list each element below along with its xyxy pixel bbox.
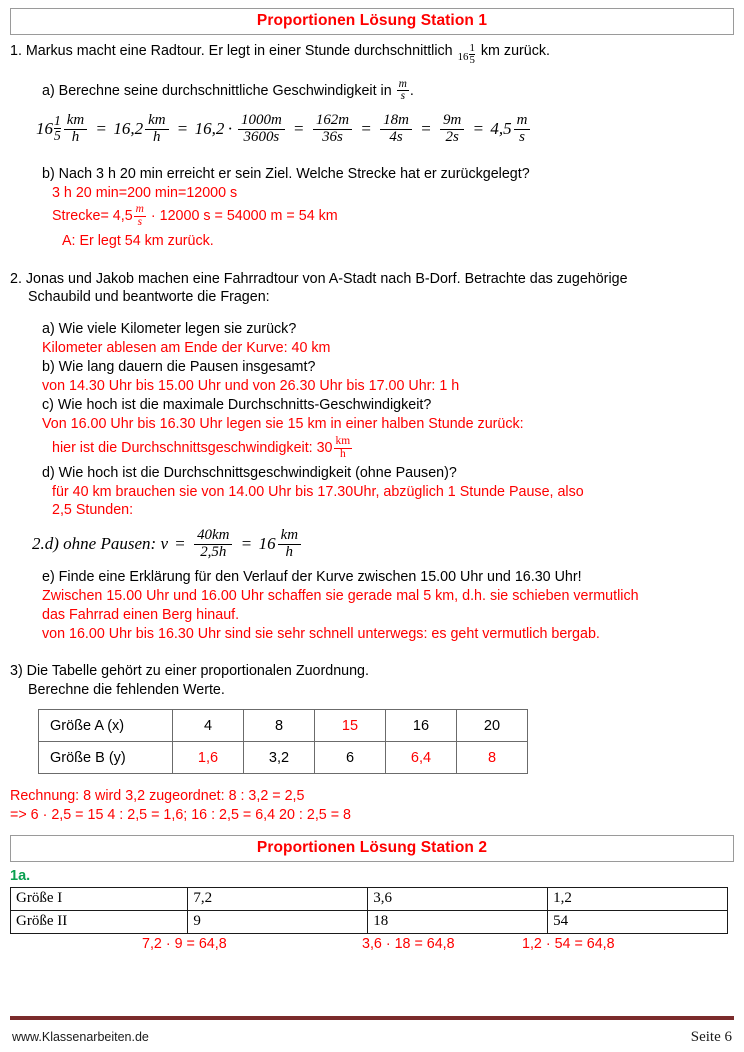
task-3-intro-line-1: 3) Die Tabelle gehört zu einer proportionalen Zuordnung. (10, 663, 369, 680)
eq-2d-den: 2,5h (194, 544, 232, 561)
task-1a-label-pre: a) Berechne seine durchschnittliche Geschwindigkeit in (42, 82, 392, 99)
eq-2d-unit-num: km (280, 527, 298, 544)
eq-operator-4: = (361, 118, 371, 138)
eq-unit-num-7: m (516, 111, 528, 128)
eq-unit-den-2: h (145, 129, 168, 146)
eq-operator-2: = (177, 118, 188, 138)
task-3-intro-line-2: Berechne die fehlenden Werte. (28, 682, 225, 699)
cell-i-2[interactable]: 1,2 (548, 887, 728, 910)
table-row (11, 887, 728, 910)
task-1b-answer-line-1: 3 h 20 min=200 min=12000 s (52, 184, 238, 201)
eq-fraction-162m-36s (313, 113, 352, 146)
cell-a-4[interactable]: 20 (457, 710, 528, 742)
unit-denominator: s (397, 90, 409, 103)
task-2b-question: b) Wie lang dauern die Pausen insgesamt? (42, 359, 316, 375)
task-1-intro (10, 42, 734, 66)
eq-num-3: 1000m (241, 111, 282, 128)
task-1a-label (42, 79, 734, 103)
eq-2d-variable: v (160, 534, 168, 554)
proportional-values-table (38, 709, 528, 774)
station-2-values-table (10, 887, 728, 934)
eq-fraction-1000m-3600s (238, 113, 285, 146)
task-1a-label-post: . (409, 82, 414, 99)
eq-2d-lead: 2.d) ohne Pausen (32, 534, 151, 554)
eq-fraction-1-5 (54, 114, 61, 143)
eq-num-6: 9m (443, 111, 462, 128)
station-2-header: Proportionen Lösung Station 2 (10, 835, 734, 862)
strecke-unit-den: s (134, 216, 146, 229)
task-3-calculation-line-2: => 6 · 2,5 = 15 4 : 2,5 = 1,6; 16 : 2,5 = 6,4 20 : 2,5 = 8 (10, 807, 351, 824)
eq-term-1 (36, 111, 93, 145)
task-2e-answer-line-2: das Fahrrad einen Berg hinauf. (42, 606, 240, 623)
cell-b-1[interactable]: 3,2 (244, 742, 315, 774)
eq-operator-6: = (473, 118, 484, 138)
task-2-intro-line-1: 2. Jonas und Jakob machen eine Fahrradtour von A-Stadt nach B-Dorf. Betrachte das zugehörige (10, 270, 628, 287)
task-2e-question: e) Finde eine Erklärung für den Verlauf der Kurve zwischen 15.00 Uhr und 16.30 Uhr! (42, 569, 582, 586)
eq-num-5: 18m (383, 111, 409, 128)
product-0: 7,2 · 9 = 64,8 (142, 935, 227, 952)
task-1b-strecke-post: · 12000 s = 54000 m = 54 km (150, 208, 338, 225)
task-2a-answer: Kilometer ablesen am Ende der Kurve: 40 km (42, 340, 331, 357)
unit-m-per-s-strecke (134, 204, 146, 228)
eq-num-1: 1 (54, 112, 61, 128)
eq-unit-km-h-1 (64, 113, 87, 146)
eq-unit-num-1: km (66, 111, 85, 128)
page-footer (12, 1029, 732, 1046)
cell-ii-2[interactable]: 54 (548, 910, 728, 933)
footer-divider (10, 1016, 734, 1020)
cell-a-2[interactable]: 15 (315, 710, 386, 742)
speed-unit-den: h (334, 448, 353, 461)
row-label-groesse-a: Größe A (x) (39, 710, 173, 742)
row-label-groesse-i: Größe I (11, 887, 188, 910)
eq-2d-operator-1: = (175, 534, 185, 554)
mixed-numerator: 1 (469, 41, 475, 54)
footer-page-number: Seite 6 (690, 1029, 732, 1045)
eq-value-3: 16,2 (194, 118, 225, 138)
task-1a-equation (36, 113, 734, 146)
eq-value-7: 4,5 (490, 118, 512, 138)
task-2-intro-line-2: Schaubild und beantworte die Fragen: (28, 289, 270, 306)
eq-operator-1: = (96, 118, 107, 138)
task-2e-answer-line-1: Zwischen 15.00 Uhr und 16.00 Uhr schaffen sie gerade mal 5 km, d.h. sie schieben vermutlich (42, 587, 639, 604)
eq-operator-3: = (294, 118, 304, 138)
eq-2d-result-value: 16 (258, 534, 276, 554)
eq-unit-den-7: s (514, 129, 531, 146)
unit-numerator: m (398, 77, 407, 90)
task-1-intro-pre: 1. Markus macht eine Radtour. Er legt in einer Stunde durchschnittlich (10, 43, 453, 59)
mixed-denominator: 5 (469, 53, 475, 66)
eq-fraction-9m-2s (440, 113, 464, 146)
task-2d-question: d) Wie hoch ist die Durchschnittsgeschwindigkeit (ohne Pausen)? (42, 464, 457, 481)
cell-b-3[interactable]: 6,4 (386, 742, 457, 774)
worksheet-page (0, 8, 744, 1052)
eq-den-6: 2s (440, 129, 464, 146)
task-1-intro-post: km zurück. (480, 43, 551, 59)
mixed-number-16-1-5: 16 $\frac{1}{5}$ (457, 41, 475, 66)
eq-den-1: 5 (54, 127, 61, 143)
cell-b-2[interactable]: 6 (315, 742, 386, 774)
product-2: 1,2 · 54 = 64,8 (522, 935, 615, 952)
strecke-unit-num: m (135, 203, 144, 216)
eq-fraction-18m-4s (380, 113, 412, 146)
speed-unit-num: km (335, 435, 351, 448)
task-1b-question: b) Nach 3 h 20 min erreicht er sein Ziel. Welche Strecke hat er zurückgelegt? (42, 165, 530, 182)
task-2a-question: a) Wie viele Kilometer legen sie zurück? (42, 321, 297, 338)
unit-km-per-h-inline (334, 436, 353, 460)
cell-a-1[interactable]: 8 (244, 710, 315, 742)
task-1b-answer-line-2 (52, 204, 734, 228)
cell-i-0[interactable]: 7,2 (188, 887, 368, 910)
eq-2d-fraction-40km-2.5h (194, 528, 232, 561)
eq-operator-5: = (421, 118, 431, 138)
footer-site-url: www.Klassenarbeiten.de (12, 1030, 149, 1044)
row-label-groesse-b: Größe B (y) (39, 742, 173, 774)
task-2e-answer-line-3: von 16.00 Uhr bis 16.30 Uhr sind sie sehr schnell unterwegs: es geht vermutlich bergab. (42, 625, 600, 642)
cell-ii-0[interactable]: 9 (188, 910, 368, 933)
eq-num-4: 162m (315, 111, 350, 128)
eq-2d-colon: : (150, 534, 157, 554)
row-label-groesse-ii: Größe II (11, 910, 188, 933)
cell-ii-1[interactable]: 18 (368, 910, 548, 933)
eq-unit-num-2: km (148, 111, 166, 128)
cell-i-1[interactable]: 3,6 (368, 887, 548, 910)
task-2d-equation (32, 528, 734, 561)
station-2-products-row (10, 936, 734, 958)
task-2c-question: c) Wie hoch ist die maximale Durchschnitts-Geschwindigkeit? (42, 396, 432, 413)
task-2d-answer-line-1: für 40 km brauchen sie von 14.00 Uhr bis 17.30Uhr, abzüglich 1 Stunde Pause, also (52, 483, 584, 500)
cell-a-3[interactable]: 16 (386, 710, 457, 742)
task-2c-answer-line-1: Von 16.00 Uhr bis 16.30 Uhr legen sie 15 km in einer halben Stunde zurück: (42, 415, 524, 432)
eq-den-3: 3600s (238, 129, 285, 146)
task-2c-answer-line-2 (52, 436, 734, 460)
table-row (39, 710, 528, 742)
eq-2d-operator-2: = (241, 534, 252, 554)
task-1b-strecke-pre: Strecke= 4,5 (52, 208, 133, 225)
eq-whole-1: 16 (36, 118, 53, 138)
cell-a-0[interactable]: 4 (173, 710, 244, 742)
cell-b-0[interactable]: 1,6 (173, 742, 244, 774)
eq-2d-unit-den: h (278, 544, 301, 561)
unit-m-per-s-inline (397, 79, 409, 103)
table-row (39, 742, 528, 774)
product-1: 3,6 · 18 = 64,8 (362, 935, 455, 952)
eq-den-5: 4s (380, 129, 412, 146)
eq-value-2: 16,2 (113, 118, 144, 138)
task-1b-answer-line-3: A: Er legt 54 km zurück. (62, 232, 214, 249)
cell-b-4[interactable]: 8 (457, 742, 528, 774)
eq-2d-num: 40km (197, 527, 230, 544)
eq-2d-unit-km-h (278, 528, 301, 561)
eq-den-4: 36s (313, 129, 352, 146)
eq-unit-km-h-2 (145, 113, 168, 146)
station-1-header: Proportionen Lösung Station 1 (10, 8, 734, 35)
task-2b-answer: von 14.30 Uhr bis 15.00 Uhr und von 26.30 Uhr bis 17.00 Uhr: 1 h (42, 377, 460, 394)
eq-unit-m-s-final (514, 113, 531, 146)
table-row (11, 910, 728, 933)
eq-unit-den-1: h (64, 129, 87, 146)
task-2c-speed-pre: hier ist die Durchschnittsgeschwindigkeit: 30 (52, 440, 333, 457)
station-2-subheading: 1a. (10, 867, 31, 884)
eq-multiply-dot: · (227, 118, 234, 138)
task-3-calculation-line-1: Rechnung: 8 wird 3,2 zugeordnet: 8 : 3,2 = 2,5 (10, 788, 305, 805)
task-2d-answer-line-2: 2,5 Stunden: (52, 502, 134, 519)
